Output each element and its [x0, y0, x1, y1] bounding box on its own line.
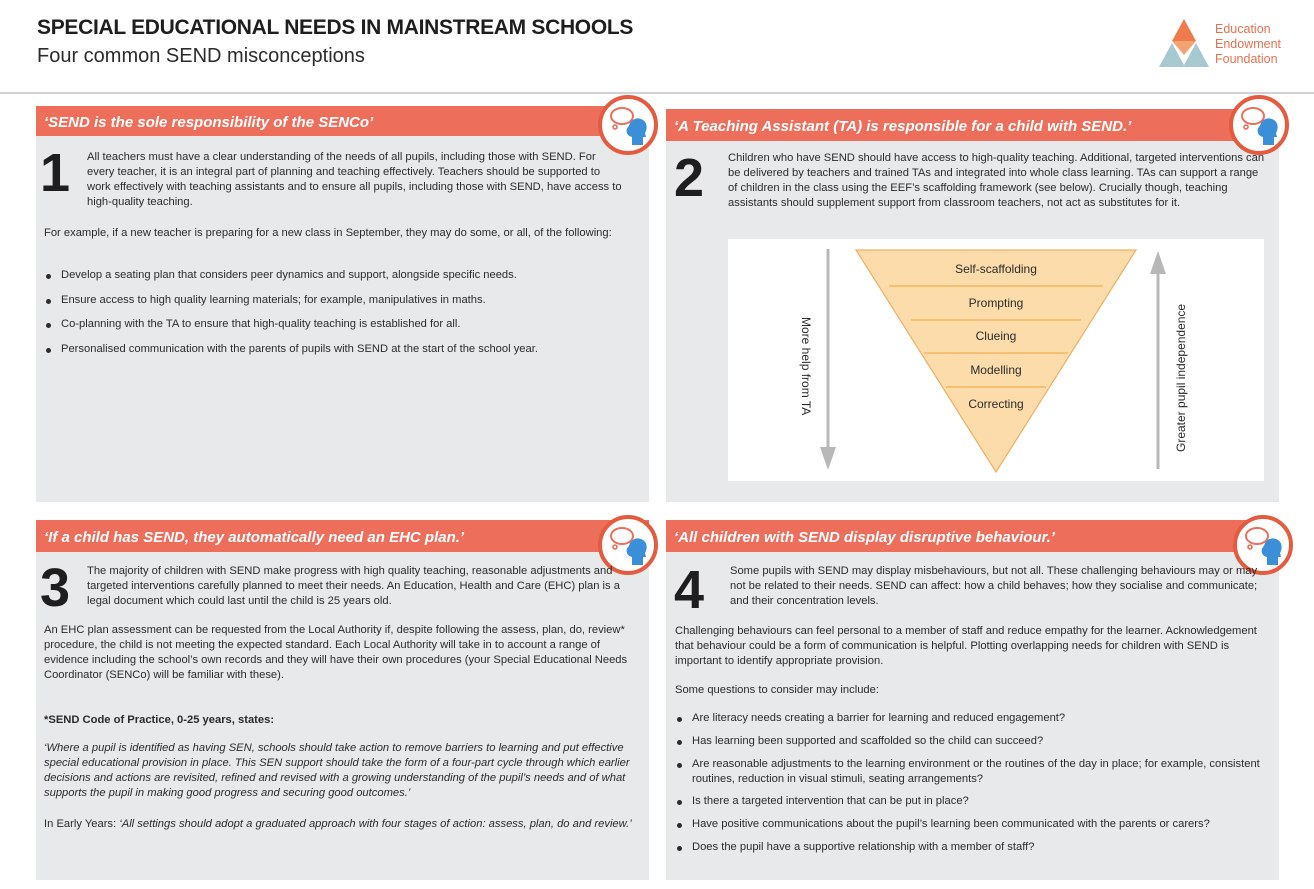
misconception-4-number: 4: [674, 560, 705, 620]
list-item: Develop a seating plan that considers peer dynamics and support, alongside specific needs.: [44, 268, 634, 283]
more-help-label: More help from TA: [799, 317, 813, 416]
list-item: Has learning been supported and scaffolded so the child can succeed?: [675, 734, 1270, 749]
misconception-1-bullet-list: [44, 268, 634, 366]
scaffold-level-5: Correcting: [968, 397, 1024, 411]
list-item: Ensure access to high quality learning materials; for example, manipulatives in maths.: [44, 293, 634, 308]
ehc-assessment-text: An EHC plan assessment can be requested from the Local Authority if, despite following the assess, plan, do, review* procedure, the child is not meeting the expected standard. Each Local Authority will take in to account a range of evidence including the school’s own records and they will have their own procedures (your Special Educational Needs Coordinator (SENCo) will be familiar with these).: [44, 624, 628, 681]
misconception-4-intro: Some pupils with SEND may display misbehaviours, but not all. These challenging behaviours may or may not be related to their needs. SEND can affect: how a child behaves; how they socialise and communicate; and their concentration levels.: [730, 565, 1258, 607]
thinking-head-icon: [1229, 95, 1289, 155]
eef-logo-text: [1215, 22, 1281, 67]
misconception-1-example: For example, if a new teacher is preparing for a new class in September, they may do some, or all, of the following:: [44, 227, 612, 239]
list-item: Have positive communications about the pupil’s learning been communicated with the parents or carers?: [675, 817, 1270, 832]
misconception-4-question-list: [675, 711, 1270, 863]
misconception-panel-2: [666, 109, 1279, 502]
down-arrow-head-icon: [820, 447, 836, 470]
early-years-quote: ‘All settings should adopt a graduated approach with four stages of action: assess, plan, do and review.’: [119, 818, 632, 830]
early-years-text: [44, 817, 644, 832]
misconception-panel-3: [36, 520, 649, 880]
misconception-1-number: 1: [40, 143, 71, 203]
misconception-2-intro: Children who have SEND should have access to high-quality teaching. Additional, targeted interventions can be delivered by teachers and trained TAs and integrated into whole class learning. TAs can support a range of children in the class using the EEF’s scaffolding framework (see below). Crucially though, teaching assistants should supplement support from classroom teachers, not act as substitutes for it.: [728, 152, 1265, 209]
misconception-3-number: 3: [40, 558, 71, 618]
early-years-label: In Early Years:: [44, 818, 120, 830]
misconception-4-heading: ‘All children with SEND display disruptive behaviour.’: [666, 520, 1279, 552]
scaffold-level-1: Self-scaffolding: [955, 262, 1037, 276]
list-item: Co-planning with the TA to ensure that high-quality teaching is established for all.: [44, 317, 634, 332]
thinking-head-icon: [598, 95, 658, 155]
eef-logo: [1158, 17, 1298, 69]
misconception-1-heading: ‘SEND is the sole responsibility of the SENCo’: [36, 106, 649, 136]
list-item: Personalised communication with the parents of pupils with SEND at the start of the school year.: [44, 342, 634, 357]
questions-intro: Some questions to consider may include:: [675, 684, 879, 696]
scaffolding-pyramid: [856, 250, 1136, 472]
logo-line-3: Foundation: [1215, 52, 1278, 66]
logo-line-1: Education: [1215, 22, 1271, 36]
eef-logo-icon: [1158, 19, 1210, 69]
list-item: Are reasonable adjustments to the learning environment or the routines of the day in place; for example, consistent routines, reduction in visual stimuli, seating arrangements?: [675, 757, 1270, 787]
up-arrow-head-icon: [1150, 251, 1166, 274]
misconception-3-heading: ‘If a child has SEND, they automatically need an EHC plan.’: [36, 520, 649, 552]
misconception-panel-1: [36, 106, 649, 502]
challenging-behaviours-text: Challenging behaviours can feel personal to a member of staff and reduce empathy for the learner. Acknowledgement that behaviour could be a form of communication is helpful. Plotting overlapping needs for children with SEND is important to identify appropriate provision.: [675, 625, 1257, 667]
misconception-3-intro: The majority of children with SEND make progress with high quality teaching, reasonable adjustments and targeted interventions carefully planned to meet their needs. An Education, Health and Care (EHC) plan is a legal document which could last until the child is 25 years old.: [87, 565, 620, 607]
code-of-practice-quote: ‘Where a pupil is identified as having SEN, schools should take action to remove barriers to learning and put effective special educational provision in place. This SEN support should take the form of a four-part cycle through which earlier decisions and actions are revisited, refined and revised with a growing understanding of the pupil’s needs and of what supports the pupil in making good progress and securing good outcomes.’: [44, 742, 630, 799]
misconception-2-heading: ‘A Teaching Assistant (TA) is responsible for a child with SEND.’: [666, 109, 1279, 141]
code-of-practice-heading: *SEND Code of Practice, 0-25 years, states:: [44, 714, 275, 726]
scaffold-level-4: Modelling: [970, 363, 1022, 377]
misconception-1-intro: All teachers must have a clear understanding of the needs of all pupils, including those with SEND. For every teacher, it is an integral part of planning and teaching effectively. Teachers should be supported to work effectively with teaching assistants and to ensure all pupils, including those with SEND, have access to high-quality teaching.: [87, 151, 622, 208]
misconception-2-number: 2: [674, 148, 705, 208]
page-subtitle: Four common SEND misconceptions: [37, 45, 365, 67]
greater-independence-label: Greater pupil independence: [1174, 303, 1188, 452]
scaffold-level-2: Prompting: [968, 296, 1024, 310]
list-item: Does the pupil have a supportive relationship with a member of staff?: [675, 840, 1270, 855]
logo-line-2: Endowment: [1215, 37, 1282, 51]
list-item: Are literacy needs creating a barrier for learning and reduced engagement?: [675, 711, 1270, 726]
list-item: Is there a targeted intervention that can be put in place?: [675, 794, 1270, 809]
scaffolding-framework-diagram: [728, 239, 1264, 481]
misconception-panel-4: [666, 520, 1279, 880]
page-header: [0, 0, 1314, 94]
scaffold-level-3: Clueing: [975, 329, 1017, 343]
page-title: SPECIAL EDUCATIONAL NEEDS IN MAINSTREAM SCHOOLS: [37, 16, 634, 39]
